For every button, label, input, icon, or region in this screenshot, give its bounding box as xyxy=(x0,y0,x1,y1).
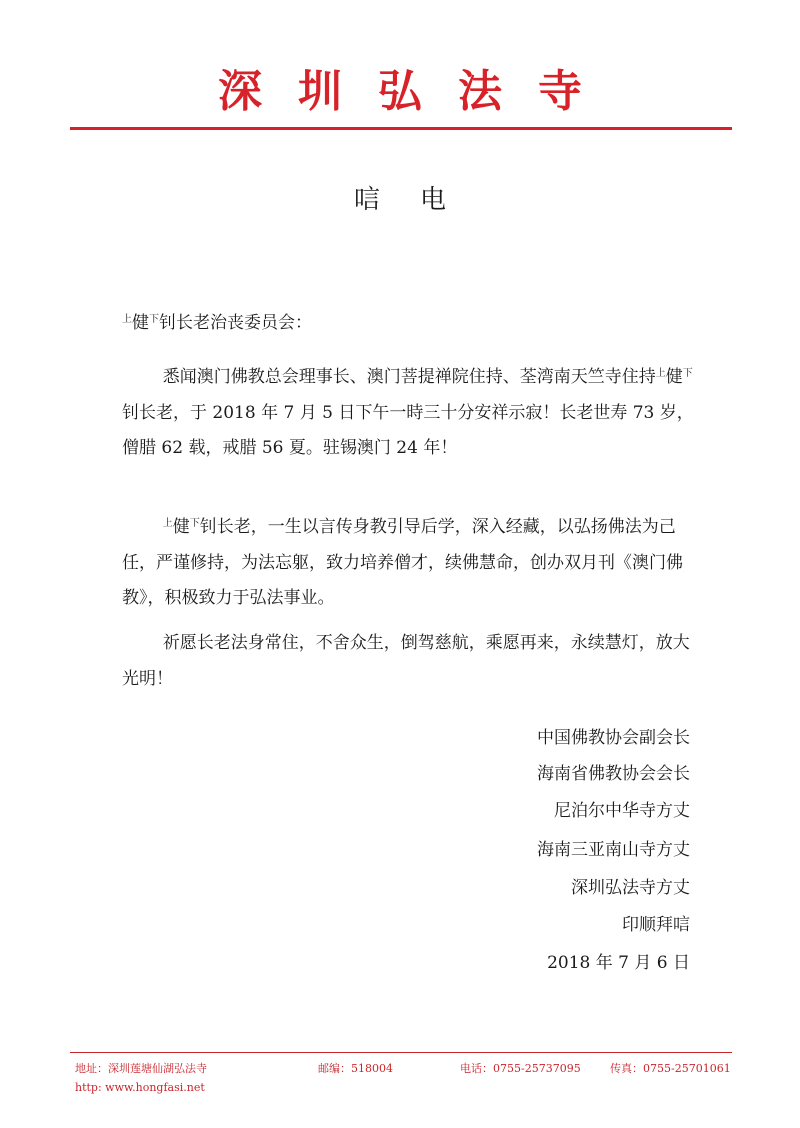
honorific-down: 下 xyxy=(682,368,693,379)
letterhead-rule xyxy=(70,127,732,130)
footer-postcode: 邮编：518004 xyxy=(318,1062,393,1075)
paragraph-2-text: 钊长老，一生以言传身教引导后学，深入经藏，以弘扬佛法为己任，严谨修持，为法忘躯，致力培养僧才，续佛慧命，创办双月刊《澳门佛教》，积极致力于弘法事业。 xyxy=(122,517,683,608)
body-paragraph-3 xyxy=(122,626,702,697)
signature-line-4: 海南三亚南山寺方丈 xyxy=(537,840,690,860)
footer-phone: 电话：0755-25737095 xyxy=(460,1062,581,1075)
honorific-down: 下 xyxy=(149,314,159,325)
footer-website[interactable]: http: www.hongfasi.net xyxy=(75,1081,205,1094)
signature-date: 2018 年 7 月 6 日 xyxy=(547,953,690,973)
footer-contact-row xyxy=(75,1060,730,1078)
signature-line-5: 深圳弘法寺方丈 xyxy=(571,878,690,898)
addressee-line xyxy=(122,305,312,338)
letterhead-temple-name: 深圳弘法寺 xyxy=(218,66,618,117)
footer-rule xyxy=(70,1052,732,1053)
footer-fax: 传真：0755-25701061 xyxy=(610,1062,731,1075)
honorific-up: 上 xyxy=(122,314,132,325)
signature-line-2: 海南省佛教协会会长 xyxy=(537,764,690,784)
signature-line-3: 尼泊尔中华寺方丈 xyxy=(554,801,690,821)
paragraph-1-name: 健 xyxy=(665,367,683,387)
body-paragraph-1 xyxy=(122,356,702,467)
document-title: 唁电 xyxy=(353,185,486,215)
signature-line-1: 中国佛教协会副会长 xyxy=(537,728,690,748)
paragraph-1-text-b: 钊长老，于 2018 年 7 月 5 日下午一時三十分安祥示寂！长老世寿 73 岁，僧腊 62 载，戒腊 56 夏。驻锡澳门 24 年！ xyxy=(122,402,694,458)
paragraph-3-text: 祈愿长老法身常住，不舍众生，倒驾慈航，乘愿再来，永续慧灯，放大光明！ xyxy=(122,633,690,689)
honorific-down: 下 xyxy=(189,518,200,529)
body-paragraph-2 xyxy=(122,506,702,617)
paragraph-1-text-a: 悉闻澳门佛教总会理事长、澳门菩提禅院住持、荃湾南天竺寺住持 xyxy=(162,367,656,387)
paragraph-2-name: 健 xyxy=(172,517,190,537)
footer-address: 地址：深圳莲塘仙湖弘法寺 xyxy=(75,1062,207,1075)
honorific-up: 上 xyxy=(655,368,666,379)
addressee-name-part: 健 xyxy=(132,313,149,333)
honorific-up: 上 xyxy=(162,518,173,529)
signature-sender: 印顺拜唁 xyxy=(622,915,690,935)
addressee-rest: 钊长老治丧委员会： xyxy=(159,313,312,333)
